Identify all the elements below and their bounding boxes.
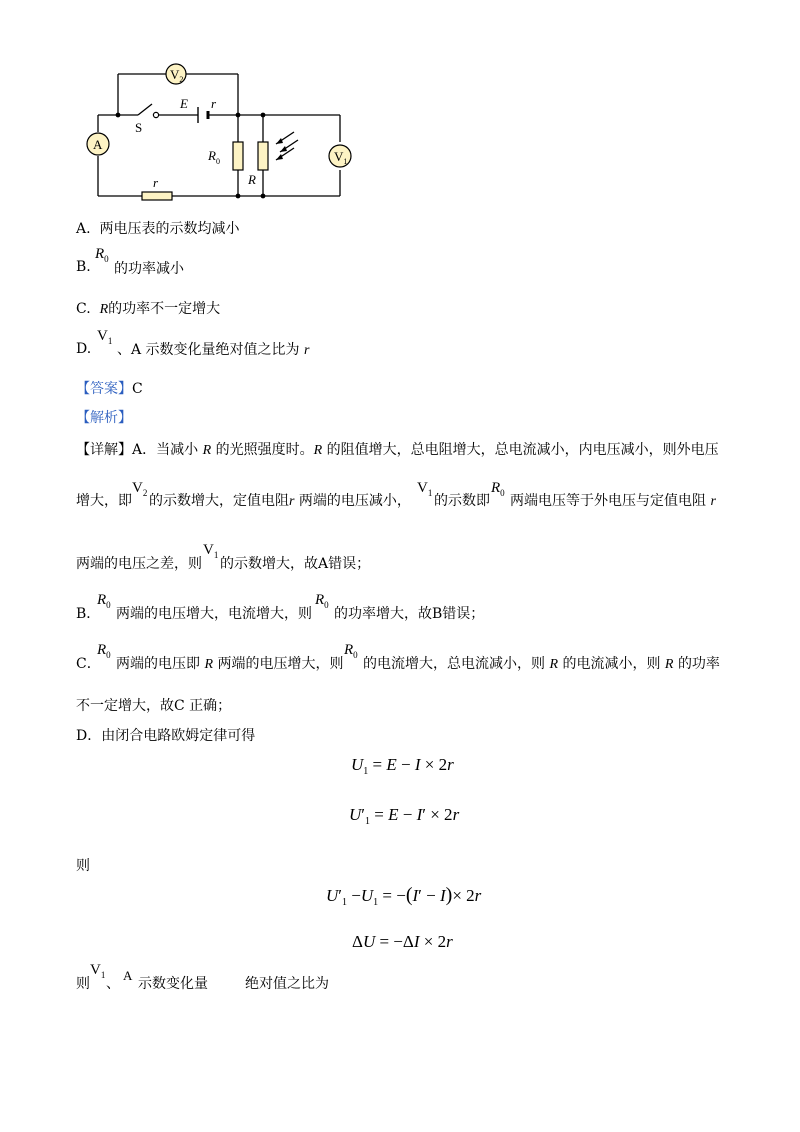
circuit-diagram: [80, 60, 370, 210]
option-letter: A.: [76, 221, 91, 237]
detail-line-3: 两端的电压之差，则: [76, 556, 202, 572]
detail-b-line-3: 的功率增大，故B错误；: [334, 606, 485, 622]
option-d-symbol: $V_1$: [97, 328, 113, 346]
analysis-label: 【解析】: [76, 410, 132, 426]
option-a: [76, 220, 239, 238]
equation-2: $U'_1 = E - I' \times 2r$: [349, 805, 460, 827]
resistor-r-series: [142, 192, 172, 200]
symbol-r0: $R_0$: [491, 480, 505, 498]
last-line-2: 示数变化量: [138, 976, 208, 992]
symbol-r0-c2: $R_0$: [344, 642, 358, 660]
detail-line-2c: 的示数即: [434, 493, 490, 509]
resistor-r0: [233, 142, 243, 170]
detail-c-line-2: 两端的电压即 R 两端的电压增大，则: [116, 656, 344, 672]
answer: [76, 380, 143, 398]
last-line-3: 绝对值之比为: [245, 976, 329, 992]
symbol-v2: $V_2$: [132, 480, 148, 498]
option-b: [76, 258, 91, 276]
symbol-a-last: A: [123, 968, 133, 983]
option-d: [76, 340, 91, 358]
detail-c-line-3: 的电流增大，总电流减小，则 R 的电流减小，则 R 的功率: [363, 656, 720, 672]
detail-c-line-4: 不一定增大，故C 正确；: [76, 698, 232, 714]
label-internal-r: r: [211, 96, 217, 111]
answer-label: 【答案】: [76, 381, 132, 397]
equation-4: ΔU = −ΔI × 2r: [352, 932, 453, 951]
detail-c-line: C．: [76, 656, 101, 672]
label-switch: S: [135, 120, 143, 135]
option-symbol: R: [99, 302, 109, 317]
symbol-r0-c1: $R_0$: [97, 642, 111, 660]
option-letter: D.: [76, 341, 92, 357]
detail-line-2: 增大，即: [76, 493, 132, 509]
detail-b-line: B．: [76, 606, 101, 622]
label-series-r: r: [153, 175, 159, 190]
then-label: 则: [76, 858, 90, 874]
option-b-symbol: $R_0$: [95, 246, 109, 264]
label-r0: $R_0$: [208, 148, 220, 166]
detail-line-2d: 两端电压等于外电压与定值电阻 r: [510, 493, 716, 509]
detail-line-1: 【详解】A．当减小 R 的光照强度时。R 的阻值增大，总电阻增大，总电流减小，内电压减小，则外电压: [76, 442, 719, 458]
detail-line-2b: 的示数增大，定值电阻r 两端的电压减小，: [149, 493, 411, 509]
detail-line-3b: 的示数增大，故A错误；: [220, 556, 371, 572]
option-c: [76, 300, 220, 319]
symbol-v1-b: $V_1$: [203, 542, 219, 560]
photoresistor: [258, 142, 268, 170]
option-letter: C.: [76, 301, 91, 317]
symbol-v1: $V_1$: [417, 480, 433, 498]
equation-1: $U_1 = E - I \times 2r$: [351, 755, 454, 777]
option-text: 的功率不一定增大: [108, 301, 221, 317]
label-v1: $V_1$: [334, 149, 348, 166]
symbol-r0-b1: $R_0$: [97, 592, 111, 610]
answer-value: C: [132, 381, 143, 397]
label-ammeter: A: [93, 137, 103, 152]
detail-d-line: D．由闭合电路欧姆定律可得: [76, 728, 256, 744]
option-d-text: 、A 示数变化量绝对值之比为 r: [117, 342, 310, 358]
equation-3: $U'_1 -U_1 = -(I' - I)\times 2r$: [326, 884, 482, 908]
symbol-v1-last: $V_1$: [90, 962, 106, 980]
symbol-r0-b2: $R_0$: [315, 592, 329, 610]
option-letter: B.: [76, 259, 91, 275]
label-emf: E: [180, 96, 188, 111]
detail-b-line-2: 两端的电压增大，电流增大，则: [116, 606, 312, 622]
label-v2: $V_2$: [170, 67, 184, 84]
label-photoresistor: R: [248, 172, 256, 187]
last-line-sep: 、: [106, 976, 120, 992]
option-b-text: 的功率减小: [114, 261, 184, 277]
last-line: 则: [76, 976, 90, 992]
option-text: 两电压表的示数均减小: [99, 221, 240, 237]
